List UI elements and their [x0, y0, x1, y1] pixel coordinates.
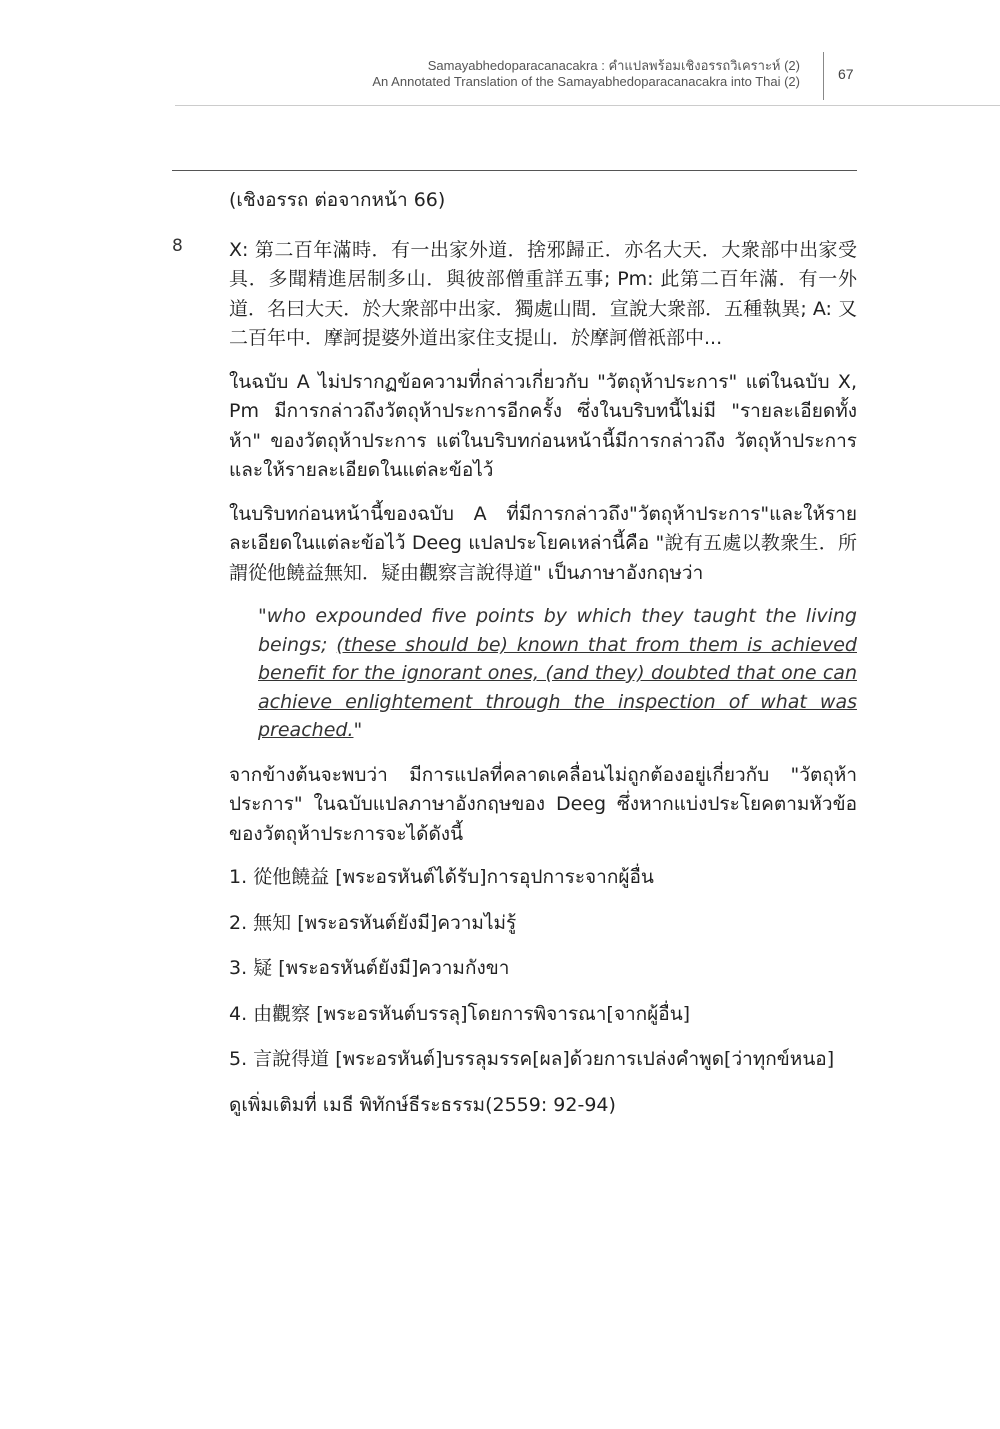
footnote-rule [172, 170, 857, 171]
quote-underlined: (these should be) known that from them is achieved benefit for the ignorant ones, (and they) doubted that one can achieve enlightement through the inspection of what was preached. [258, 633, 857, 741]
english-quote [258, 602, 857, 745]
header-divider [823, 52, 824, 100]
header-rule [175, 105, 1000, 106]
footnote-number: 8 [172, 236, 183, 256]
quote-part-1: "who expounded five points by which they taught the living beings; [258, 605, 857, 656]
paragraph-chinese-sources: X: 第二百年滿時．有一出家外道．捨邪歸正．亦名大天．大衆部中出家受具．多聞精進居制多山．與彼部僧重詳五事; Pm: 此第二百年滿．有一外道．名曰大天．於大衆部中出家．獨處山間．宣說大衆部．五種執異; A: 又二百年中．摩訶提婆外道出家住支提山．於摩訶僧祇部中... [229, 238, 857, 349]
paragraph-version-comparison: ในฉบับ A ไม่ปรากฏข้อความที่กล่าวเกี่ยวกับ "วัตถุห้าประการ" แต่ในฉบับ X, Pm มีการกล่าวถึงวัตถุห้าประการอีกครั้ง ซึ่งในบริบทนี้ไม่มี "รายละเอียดทั้งห้า" ของวัตถุห้าประการ แต่ในบริบทก่อนหน้านี้มีการกล่าวถึง วัตถุห้าประการและให้รายละเอียดในแต่ละข้อไว้ [229, 370, 857, 481]
paragraph-analysis: จากข้างต้นจะพบว่า มีการแปลที่คลาดเคลื่อนไม่ถูกต้องอยู่เกี่ยวกับ "วัตถุห้าประการ" ในฉบับแปลภาษาอังกฤษของ Deeg ซึ่งหากแบ่งประโยคตามหัวข้อของวัตถุห้าประการจะได้ดังนี้ [229, 763, 857, 845]
list-item: 1. 從他饒益 [พระอรหันต์ได้รับ]การอุปการะจากผู้อื่น [229, 866, 654, 888]
footnote-body [229, 186, 857, 1134]
see-also-reference: ดูเพิ่มเติมที่ เมธี พิทักษ์ธีระธรรม(2559: 92-94) [229, 1093, 616, 1116]
quote-closing: " [353, 719, 363, 741]
list-item: 4. 由觀察 [พระอรหันต์บรรลุ]โดยการพิจารณา[จากผู้อื่น] [229, 1002, 691, 1025]
header-title-thai: Samayabhedoparacanacakra : คำแปลพร้อมเชิงอรรถวิเคราะห์ (2) [427, 58, 800, 73]
five-points-list [229, 863, 857, 1075]
continued-note: (เชิงอรรถ ต่อจากหน้า 66) [229, 189, 446, 211]
list-item: 5. 言說得道 [พระอรหันต์]บรรลุมรรค[ผล]ด้วยการเปล่งคำพูด[ว่าทุกข์หนอ] [229, 1048, 835, 1070]
page-number: 67 [838, 66, 854, 82]
list-item: 2. 無知 [พระอรหันต์ยังมี]ความไม่รู้ [229, 911, 517, 934]
header-title-english: An Annotated Translation of the Samayabhedoparacanacakra into Thai (2) [372, 74, 800, 89]
list-item: 3. 疑 [พระอรหันต์ยังมี]ความกังขา [229, 957, 510, 979]
paragraph-deeg-translation: ในบริบทก่อนหน้านี้ของฉบับ A ที่มีการกล่าวถึง"วัตถุห้าประการ"และให้รายละเอียดในแต่ละข้อไว้ Deeg แปลประโยคเหล่านี้คือ "說有五處以教衆生．所謂從他饒益無知．疑由觀察言說得道" เป็นภาษาอังกฤษว่า [229, 502, 857, 584]
running-header [180, 58, 800, 90]
